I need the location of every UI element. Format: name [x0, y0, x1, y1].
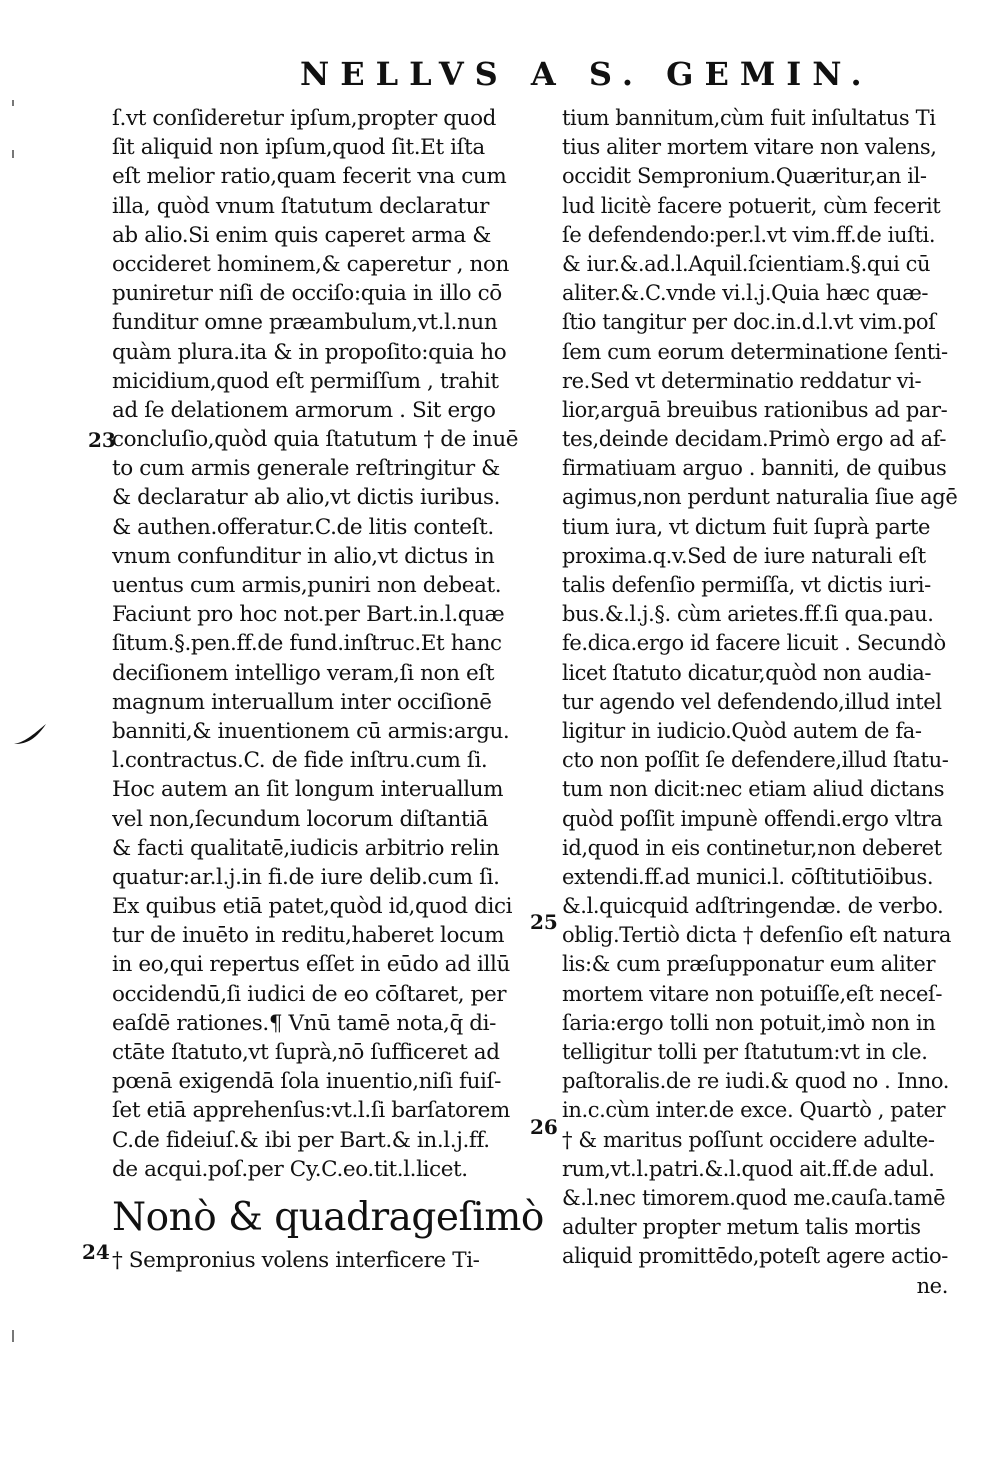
- margin-tick: [12, 150, 14, 158]
- text-line: ſ.vt conſideretur ipſum,propter quod: [112, 106, 496, 131]
- text-line: tium bannitum,cùm fuit inſultatus Ti: [562, 106, 936, 130]
- margin-tick: [12, 1330, 14, 1342]
- text-line: tum non dicit:nec etiam aliud dictans: [562, 777, 945, 802]
- text-line: id,quod in eis continetur,non deberet: [562, 835, 942, 860]
- text-line: ad ſe delationem armorum . Sit ergo: [112, 397, 496, 423]
- text-line: cto non poſſit ſe defendere,illud ſtatu-: [562, 748, 949, 773]
- text-line: proxima.q.v.Sed de iure naturali eſt: [562, 543, 926, 568]
- text-line: micidium,quod eſt permiſſum , trahit: [112, 368, 499, 394]
- text-line: pœnā exigendā ſola inuentio,niſi fuiſ-: [112, 1069, 501, 1095]
- text-line: ſtio tangitur per doc.in.d.l.vt vim.poſ: [562, 310, 936, 335]
- text-line: vel non,ſecundum locorum diſtantiā: [112, 806, 489, 832]
- text-line: illa, quòd vnum ſtatutum declaratur: [112, 193, 490, 219]
- text-line: tium iura, vt dictum fuit ſuprà parte: [562, 514, 931, 539]
- text-line: & authen.offeratur.C.de litis conteſt.: [112, 514, 494, 540]
- text-line: aliquid promittēdo,poteſt agere actio-: [562, 1244, 948, 1269]
- text-line: Ex quibus etiā patet,quòd id,quod dici: [112, 894, 513, 920]
- text-line: Hoc autem an ſit longum interuallum: [112, 777, 504, 803]
- text-line: re.Sed vt determinatio reddatur vi-: [562, 368, 922, 393]
- text-line: ne.: [916, 1273, 948, 1298]
- text-line: † & maritus poſſunt occidere adulte-: [562, 1127, 935, 1152]
- text-line: lior,arguā breuibus rationibus ad par-: [562, 397, 948, 422]
- text-line: & iur.&.ad.l.Aquil.ſcientiam.§.qui cū: [562, 251, 931, 276]
- text-line: puniretur niſi de occiſo:quia in illo cō: [112, 281, 502, 307]
- text-line: extendi.ff.ad munici.l. cōſtitutiōibus.: [562, 864, 934, 889]
- text-line: occidit Sempronium.Quæritur,an il-: [562, 164, 927, 189]
- right-column: [562, 104, 960, 1301]
- text-line: rum,vt.l.patri.&.l.quod ait.ff.de adul.: [562, 1156, 935, 1181]
- margin-flourish-icon: [12, 722, 48, 750]
- text-line: eaſdē rationes.¶ Vnū tamē nota,q̄ di-: [112, 1010, 496, 1036]
- text-line: telligitur tolli per ſtatutum:vt in cle.: [562, 1040, 928, 1064]
- text-line: de acqui.poſ.per Cy.C.eo.tit.l.licet.: [112, 1156, 468, 1182]
- text-line: bus.&.l.j.§. cùm arietes.ff.ſi qua.pau.: [562, 602, 934, 627]
- text-line: talis defenſio permiſſa, vt dictis iuri-: [562, 573, 931, 597]
- text-line: ſaria:ergo tolli non potuit,imò non in: [562, 1010, 936, 1035]
- text-line: lis:& cum præſupponatur eum aliter: [562, 952, 936, 977]
- text-line: &.l.quicquid adſtringendæ. de verbo.: [562, 894, 944, 919]
- margin-number-25: 25: [530, 910, 558, 934]
- text-line: ab alio.Si enim quis caperet arma &: [112, 222, 491, 248]
- text-line: banniti,& inuentionem cū armis:argu.: [112, 718, 510, 744]
- margin-tick: [12, 100, 14, 106]
- text-line: ſitum.§.pen.ff.de fund.inſtruc.Et hanc: [112, 631, 502, 657]
- text-line: paſtoralis.de re iudi.& quod no . Inno.: [562, 1069, 950, 1094]
- text-line: lud licitè facere potuerit, cùm fecerit: [562, 193, 941, 218]
- text-line: fe.dica.ergo id facere licuit . Secundò: [562, 631, 946, 656]
- margin-number-23: 23: [88, 428, 116, 452]
- text-line: in.c.cùm inter.de exce. Quartò , pater: [562, 1098, 946, 1123]
- section-heading: Nonò & quadrageſimò: [112, 1194, 544, 1240]
- text-line: tius aliter mortem vitare non valens,: [562, 135, 937, 160]
- text-line: &.l.nec timorem.quod me.cauſa.tamē: [562, 1185, 946, 1210]
- text-line: to cum armis generale reſtringitur &: [112, 456, 500, 482]
- text-line: tur agendo vel defendendo,illud intel: [562, 689, 942, 714]
- text-line: tes,deinde decidam.Primò ergo ad af-: [562, 427, 947, 452]
- text-line: C.de fideiuſ.& ibi per Bart.& in.l.j.ff.: [112, 1127, 490, 1153]
- text-line: & declaratur ab alio,vt dictis iuribus.: [112, 485, 501, 511]
- text-line: oblig.Tertiò dicta † defenſio eſt natura: [562, 923, 951, 948]
- text-line: adulter propter metum talis mortis: [562, 1215, 921, 1240]
- text-line: firmatiuam arguo . banniti, de quibus: [562, 456, 947, 481]
- text-line: uentus cum armis,puniri non debeat.: [112, 573, 502, 598]
- text-line: ctāte ſtatuto,vt ſuprà,nō ſufficeret ad: [112, 1040, 500, 1065]
- margin-number-24: 24: [82, 1240, 110, 1264]
- text-line: quàm plura.ita & in propoſito:quia ho: [112, 339, 507, 365]
- text-line: vnum confunditur in alio,vt dictus in: [112, 543, 495, 569]
- text-line: agimus,non perdunt naturalia ſiue agē: [562, 485, 958, 510]
- text-line: ſit aliquid non ipſum,quod ſit.Et iſta: [112, 135, 485, 161]
- page-header: [0, 55, 1000, 95]
- text-line: occideret hominem,& caperetur , non: [112, 251, 509, 277]
- text-line: ſet etiā apprehenſus:vt.l.ſi barſatorem: [112, 1098, 510, 1124]
- text-line: occidendū,ſi iudici de eo cōſtaret, per: [112, 981, 507, 1007]
- text-line: ſe defendendo:per.l.vt vim.ff.de iuſti.: [562, 222, 936, 247]
- text-line: & facti qualitatē,iudicis arbitrio relin: [112, 835, 500, 861]
- text-line: aliter.&.C.vnde vi.l.j.Quia hæc quæ-: [562, 281, 929, 306]
- text-line: concluſio,quòd quia ſtatutum † de inuē: [112, 427, 519, 453]
- margin-number-26: 26: [530, 1115, 558, 1139]
- text-line: magnum interuallum inter occiſionē: [112, 689, 492, 715]
- text-line: eſt melior ratio,quam fecerit vna cum: [112, 164, 507, 190]
- text-line: tur de inuēto in reditu,haberet locum: [112, 923, 505, 949]
- text-line: funditur omne præambulum,vt.l.nun: [112, 310, 498, 336]
- text-line: in eo,qui repertus eſſet in eūdo ad illū: [112, 952, 510, 978]
- text-line: quatur:ar.l.j.in fi.de iure delib.cum ſi.: [112, 864, 500, 890]
- text-line: quòd poſſit impunè offendi.ergo vltra: [562, 806, 943, 831]
- text-line: Faciunt pro hoc not.per Bart.in.l.quæ: [112, 602, 505, 628]
- running-title: NELLVS A S. GEMIN.: [300, 55, 873, 93]
- text-line: mortem vitare non potuiſſe,eſt neceſ-: [562, 981, 943, 1006]
- text-line: deciſionem intelligo veram,ſi non eſt: [112, 660, 495, 686]
- text-line: l.contractus.C. de fide inſtru.cum ſi.: [112, 748, 488, 774]
- text-line: † Sempronius volens interficere Ti-: [112, 1247, 480, 1273]
- text-line: licet ſtatuto dicatur,quòd non audia-: [562, 660, 932, 685]
- text-line: ligitur in iudicio.Quòd autem de fa-: [562, 718, 922, 743]
- text-line: ſem cum eorum determinatione ſenti-: [562, 339, 948, 364]
